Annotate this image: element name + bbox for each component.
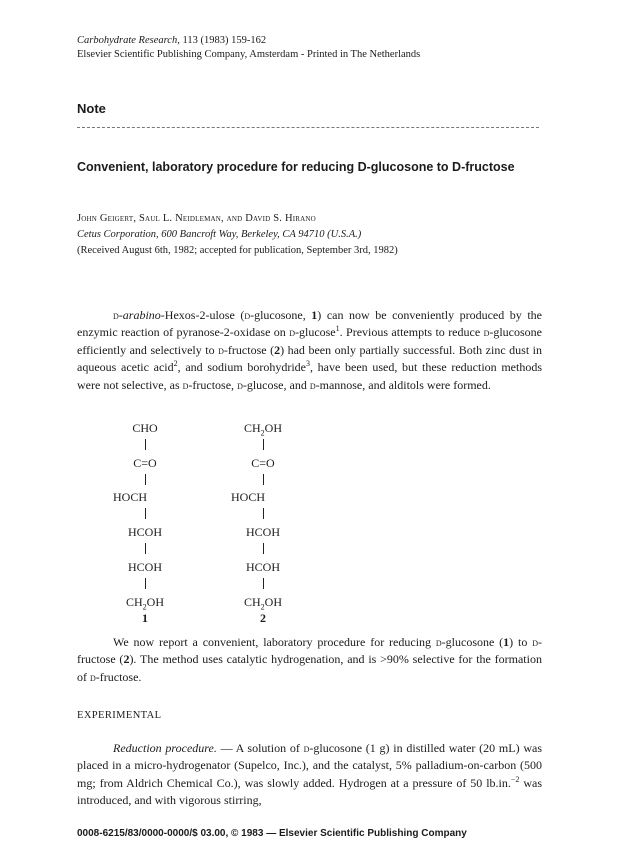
atom-group: HCOH xyxy=(245,560,280,574)
experimental-paragraph: Reduction procedure. — A solution of d-glucosone (1 g) in distilled water (20 mL) was placed in a micro-hydrogenator (Supelco, Inc.), and the catalyst, 5% palladium-on-carbon (500 mg; from Aldrich Chemical Co.), was slowly added. Hydrogen at a pressure of 50 lb.in.$^{-2}$ was introduced, and with vigorous stirring, xyxy=(77,741,542,808)
publisher-line: Elsevier Scientific Publishing Company, Amsterdam - Printed in The Netherlands xyxy=(77,49,421,60)
bond-line xyxy=(145,474,146,485)
intro-paragraph: d-arabino-Hexos-2-ulose (d-glucosone, 1) can now be conveniently produced by the enzymic reaction of pyranose-2-oxidase on d-glucose$^1$. Previous attempts to reduce d-glucosone efficiently and selectively to d-fructose (2) had been only partially successful. Both zinc dust in aqueous acetic acid$^2$, and sodium borohydride$^3$, have been used, but these reduction methods were not selective, as d-fructose, d-glucose, and d-mannose, and alditols were formed. xyxy=(77,308,543,392)
atom-group: CHO xyxy=(132,421,158,435)
atom-group: HOCH xyxy=(230,490,265,504)
journal-citation xyxy=(77,34,266,48)
bond-line xyxy=(145,543,146,554)
bond-line xyxy=(145,439,146,450)
affiliation: Cetus Corporation, 600 Bancroft Way, Berkeley, CA 94710 (U.S.A.) xyxy=(77,229,362,240)
terminal-group: $CH_2OH$ xyxy=(125,595,164,612)
results-paragraph: We now report a convenient, laboratory procedure for reducing d-glucosone (1) to d-fructose (2). The method uses catalytic hydrogenation, and is >90% selective for the formation of d-fructose. xyxy=(77,635,542,684)
atom-group: HCOH xyxy=(127,560,162,574)
bond-line xyxy=(263,543,264,554)
terminal-group: $CH_2OH$ xyxy=(243,421,282,438)
copyright-footer: 0008-6215/83/0000-0000/$ 03.00, © 1983 — Elsevier Scientific Publishing Company xyxy=(77,828,467,839)
bond-line xyxy=(145,508,146,519)
atom-group: HCOH xyxy=(245,525,280,539)
section-divider xyxy=(77,127,539,128)
terminal-group: $CH_2OH$ xyxy=(243,595,282,612)
bond-line xyxy=(263,508,264,519)
article-title: Convenient, laboratory procedure for reducing D-glucosone to D-fructose xyxy=(77,160,515,174)
journal-name: Carbohydrate Research, xyxy=(77,35,180,46)
atom-group: HCOH xyxy=(127,525,162,539)
bond-line xyxy=(145,578,146,589)
compound-number: 1 xyxy=(142,611,148,625)
bond-line xyxy=(263,578,264,589)
atom-group: HOCH xyxy=(112,490,147,504)
bond-line xyxy=(263,474,264,485)
authors: John Geigert, Saul L. Neidleman, and David S. Hirano xyxy=(77,213,316,224)
note-label: Note xyxy=(77,101,106,116)
atom-group: C=O xyxy=(251,456,275,470)
received-dates: (Received August 6th, 1982; accepted for publication, September 3rd, 1982) xyxy=(77,245,398,256)
section-heading: EXPERIMENTAL xyxy=(77,710,162,721)
atom-group: C=O xyxy=(133,456,157,470)
volume-pages: 113 (1983) 159-162 xyxy=(179,35,267,46)
bond-line xyxy=(263,439,264,450)
compound-number: 2 xyxy=(260,611,266,625)
